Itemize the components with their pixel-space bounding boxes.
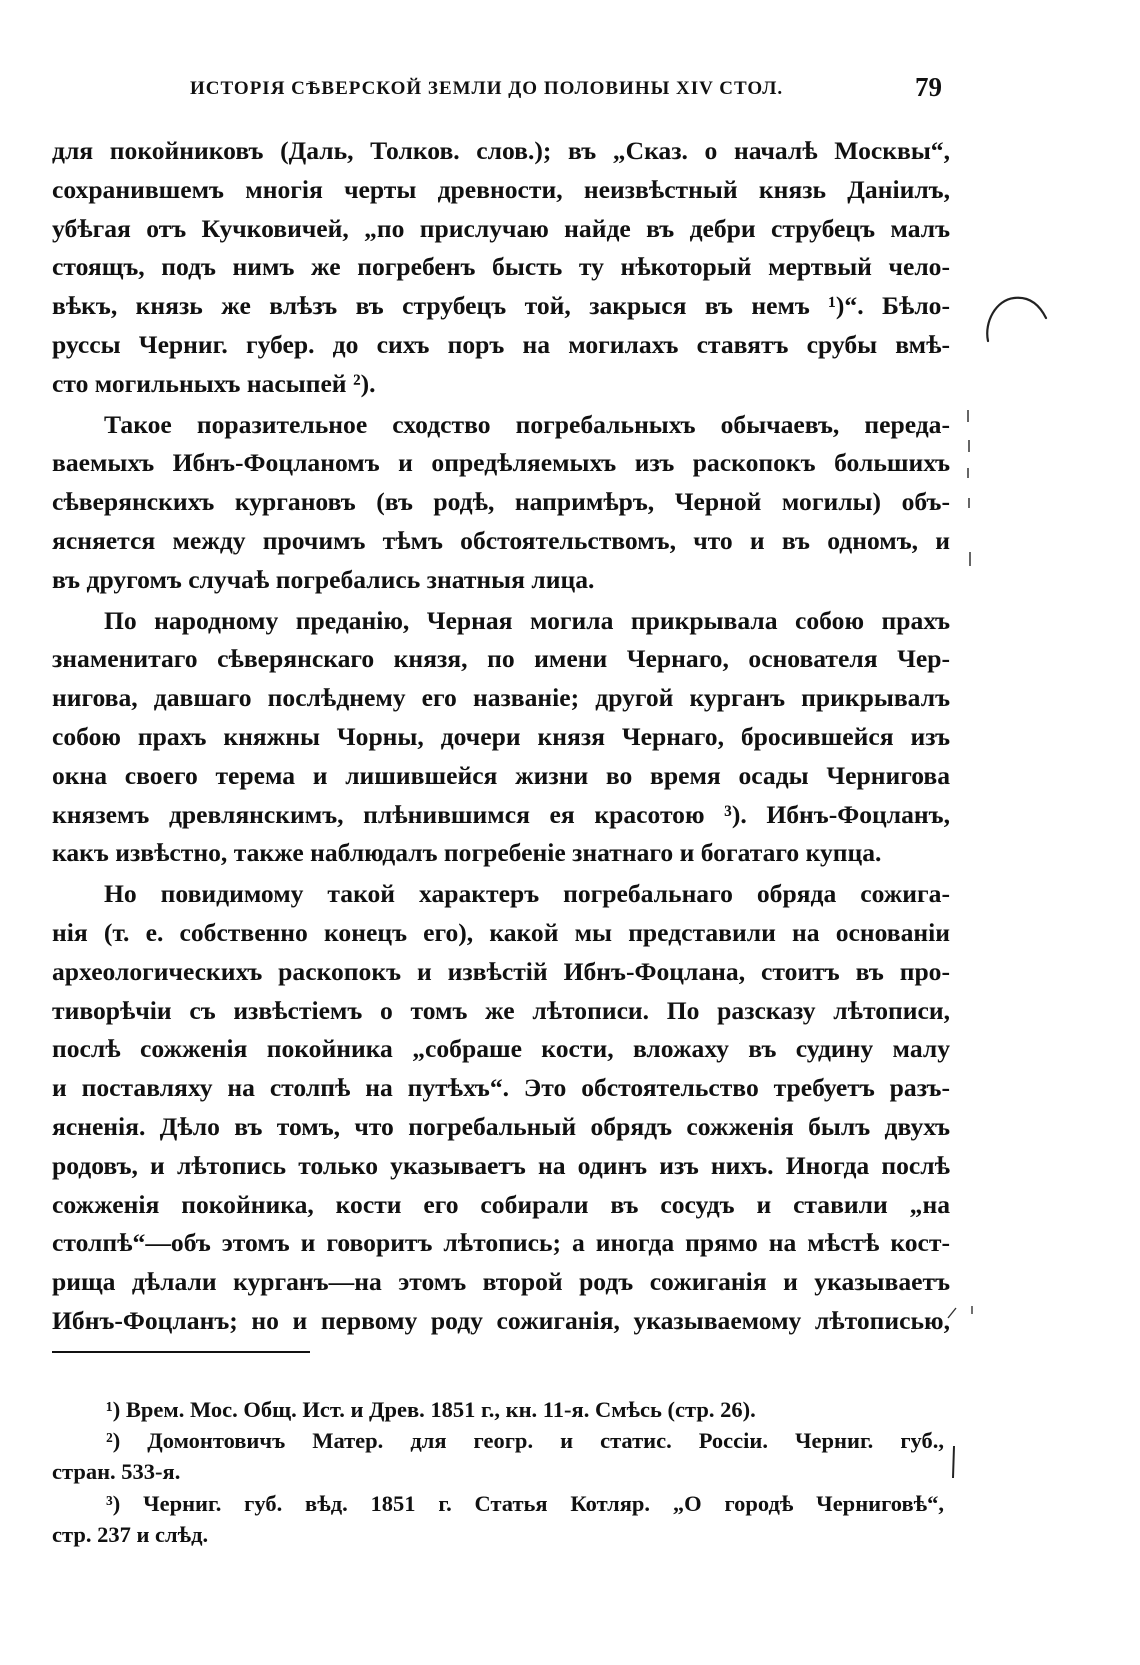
text-line: для покойниковъ (Даль, Толков. слов.); въ „Сказ. о началѣ Москвы“, <box>52 136 950 165</box>
text-line: Такое поразительное сходство погребальныхъ обычаевъ, переда- <box>104 409 950 439</box>
text-line: Но повидимому такой характеръ погребальнаго обряда сожига- <box>104 879 950 909</box>
text-line: археологическихъ раскопокъ и извѣстій Ибнъ-Фоцлана, стоитъ въ про- <box>52 956 950 986</box>
text-line: вѣкъ, князь же влѣзъ въ струбецъ той, закрыся въ немъ ¹)“. Бѣло- <box>52 291 950 321</box>
text-line: ясненія. Дѣло въ томъ, что погребальный обрядъ сожженія былъ двухъ <box>52 1111 950 1141</box>
footnote-line: ³) Черниг. губ. вѣд. 1851 г. Статья Котляр. „О городѣ Черниговѣ“, <box>106 1490 944 1516</box>
text-line: сохранившемъ многія черты древности, неизвѣстный князь Даніилъ, <box>52 174 950 204</box>
footnote <box>52 1394 944 1425</box>
footnote-separator <box>52 1351 310 1353</box>
text-line: и поставляху на столпѣ на путѣхъ“. Это обстоятельство требуетъ разъ- <box>52 1073 950 1103</box>
text-line: руссы Черниг. губер. до сихъ поръ на могилахъ ставятъ срубы вмѣ- <box>52 329 950 359</box>
paragraph <box>52 875 950 1341</box>
text-line: По народному преданію, Черная могила прикрывала собою прахъ <box>104 605 950 635</box>
text-line: столпѣ“—объ этомъ и говоритъ лѣтопись; а иногда прямо на мѣстѣ кост- <box>52 1228 950 1258</box>
text-line: ваемыхъ Ибнъ-Фоцланомъ и опредѣляемыхъ изъ раскопокъ большихъ <box>52 448 950 478</box>
footnote-line: ²) Домонтовичъ Матер. для геогр. и статис. Россіи. Черниг. губ., <box>106 1428 944 1454</box>
footnote <box>52 1488 944 1550</box>
text-line: родовъ, и лѣтопись только указываетъ на одинъ изъ нихъ. Иногда послѣ <box>52 1150 950 1180</box>
text-line: знаменитаго сѣверянскаго князя, по имени Чернаго, основателя Чер- <box>52 644 950 674</box>
footnotes <box>52 1394 944 1550</box>
text-line: княземъ древлянскимъ, плѣнившимся ея красотою ³). Ибнъ-Фоцланъ, <box>52 799 950 829</box>
text-line: рища дѣлали курганъ—на этомъ второй родъ сожиганія и указываетъ <box>52 1267 950 1297</box>
text-line: собою прахъ княжны Чорны, дочери князя Чернаго, бросившейся изъ <box>52 721 950 751</box>
footnote-line: стр. 237 и слѣд. <box>52 1521 209 1547</box>
text-line: убѣгая отъ Кучковичей, „по прислучаю найде въ дебри струбецъ малъ <box>52 213 950 243</box>
text-line: послѣ сожженія покойника „собраше кости, вложаху въ судину малу <box>52 1034 950 1064</box>
footnote <box>52 1425 944 1487</box>
text-line: окна своего терема и лишившейся жизни во время осады Чернигова <box>52 760 950 790</box>
text-line: въ другомъ случаѣ погребались знатныя лица. <box>52 564 595 594</box>
text-line: сожженія покойника, кости его собирали въ сосудъ и ставили „на <box>52 1189 950 1219</box>
text-line: тиворѣчіи съ извѣстіемъ о томъ же лѣтописи. По разсказу лѣтописи, <box>52 995 950 1025</box>
text-line: сто могильныхъ насыпей ²). <box>52 368 376 398</box>
text-line: стоящъ, подъ нимъ же погребенъ бысть ту нѣкоторый мертвый чело- <box>52 252 950 282</box>
text-line: нія (т. е. собственно конецъ его), какой мы представили на основаніи <box>52 917 950 947</box>
footnote-line: ¹) Врем. Мос. Общ. Ист. и Древ. 1851 г., кн. 11-я. Смѣсь (стр. 26). <box>106 1397 756 1422</box>
paragraph <box>52 406 950 600</box>
text-line: сѣверянскихъ кургановъ (въ родѣ, напримѣръ, Черной могилы) объ- <box>52 487 950 517</box>
paragraph <box>52 132 950 404</box>
text-line: какъ извѣстно, также наблюдалъ погребеніе знатнаго и богатаго купца. <box>52 838 882 868</box>
text-line: нигова, давшаго послѣднему его названіе; другой курганъ прикрывалъ <box>52 683 950 713</box>
page-number: 79 <box>915 72 942 102</box>
text-line: ясняется между прочимъ тѣмъ обстоятельствомъ, что и въ одномъ, и <box>52 525 950 555</box>
running-title: ИСТОРІЯ СѢВЕРСКОЙ ЗЕМЛИ ДО ПОЛОВИНЫ XIV СТОЛ. <box>190 78 784 99</box>
body-text <box>52 132 950 1341</box>
margin-arc-mark <box>987 298 1046 341</box>
margin-bracket-mark <box>953 1446 954 1478</box>
paragraph <box>52 602 950 874</box>
text-line: Ибнъ-Фоцланъ; но и первому роду сожиганія, указываемому лѣтописью, <box>52 1305 950 1335</box>
footnote-line: стран. 533-я. <box>52 1459 181 1485</box>
